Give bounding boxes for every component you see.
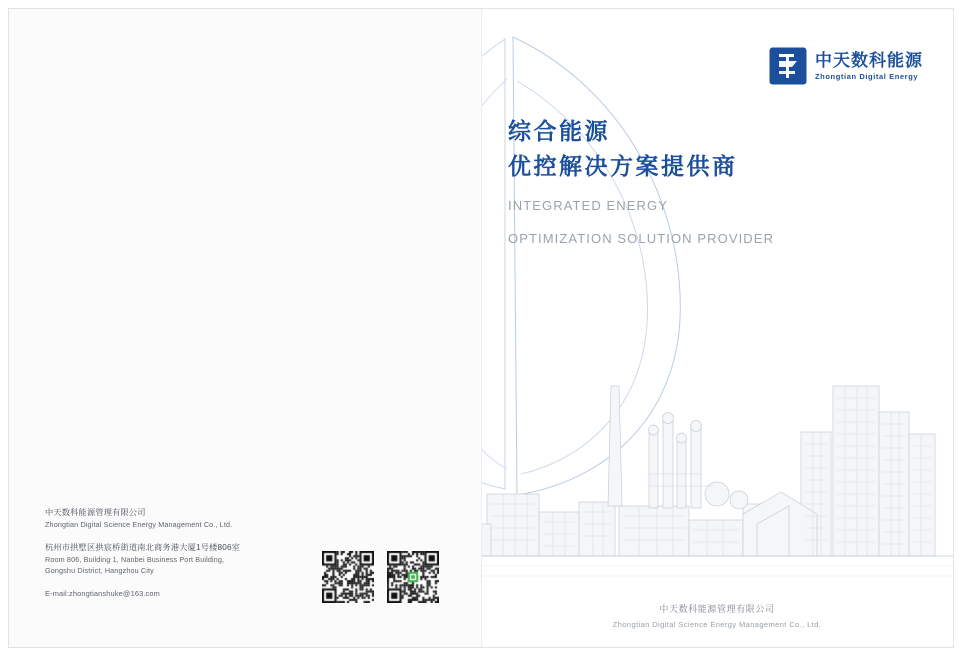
brand-logo: [769, 47, 923, 85]
spine-divider: [481, 9, 482, 647]
footer-company-en: Zhongtian Digital Science Energy Management Co., Ltd.: [612, 620, 822, 629]
company-name-cn: 中天数科能源管理有限公司: [45, 507, 146, 517]
front-cover-footer: [481, 602, 953, 629]
footer-company-cn: 中天数科能源管理有限公司: [659, 604, 775, 614]
zhongtian-logo-icon: [769, 47, 807, 85]
email-text: E-mail:zhongtianshuke@163.com: [45, 588, 160, 598]
cover-headline: [508, 114, 774, 250]
qr-code-right[interactable]: [387, 551, 439, 603]
qr-code-group: [322, 551, 439, 603]
headline-en-line2: OPTIMIZATION SOLUTION PROVIDER: [508, 231, 775, 247]
brand-name-cn: 中天数科能源: [815, 50, 923, 70]
front-cover-panel: [481, 9, 953, 647]
address-en-line2: Gongshu District, Hangzhou City: [45, 566, 154, 576]
headline-cn-line2: 优控解决方案提供商: [508, 152, 738, 179]
address-cn: 杭州市拱墅区拱宸桥街道南北商务港大厦1号楼806室: [45, 542, 241, 552]
address-en-line1: Room 806, Building 1, Nanbei Business Port Building,: [45, 555, 225, 565]
large-leaf-logo-watermark: [481, 19, 725, 509]
brand-name-en: Zhongtian Digital Energy: [815, 71, 919, 81]
headline-cn-line1: 综合能源: [508, 118, 610, 144]
qr-code-left[interactable]: [322, 551, 374, 603]
contact-block: [45, 507, 240, 610]
industrial-city-skyline-illustration: [481, 374, 953, 609]
headline-en-line1: INTEGRATED ENERGY: [508, 198, 669, 213]
company-name-en: Zhongtian Digital Science Energy Management Co., Ltd.: [45, 520, 233, 530]
